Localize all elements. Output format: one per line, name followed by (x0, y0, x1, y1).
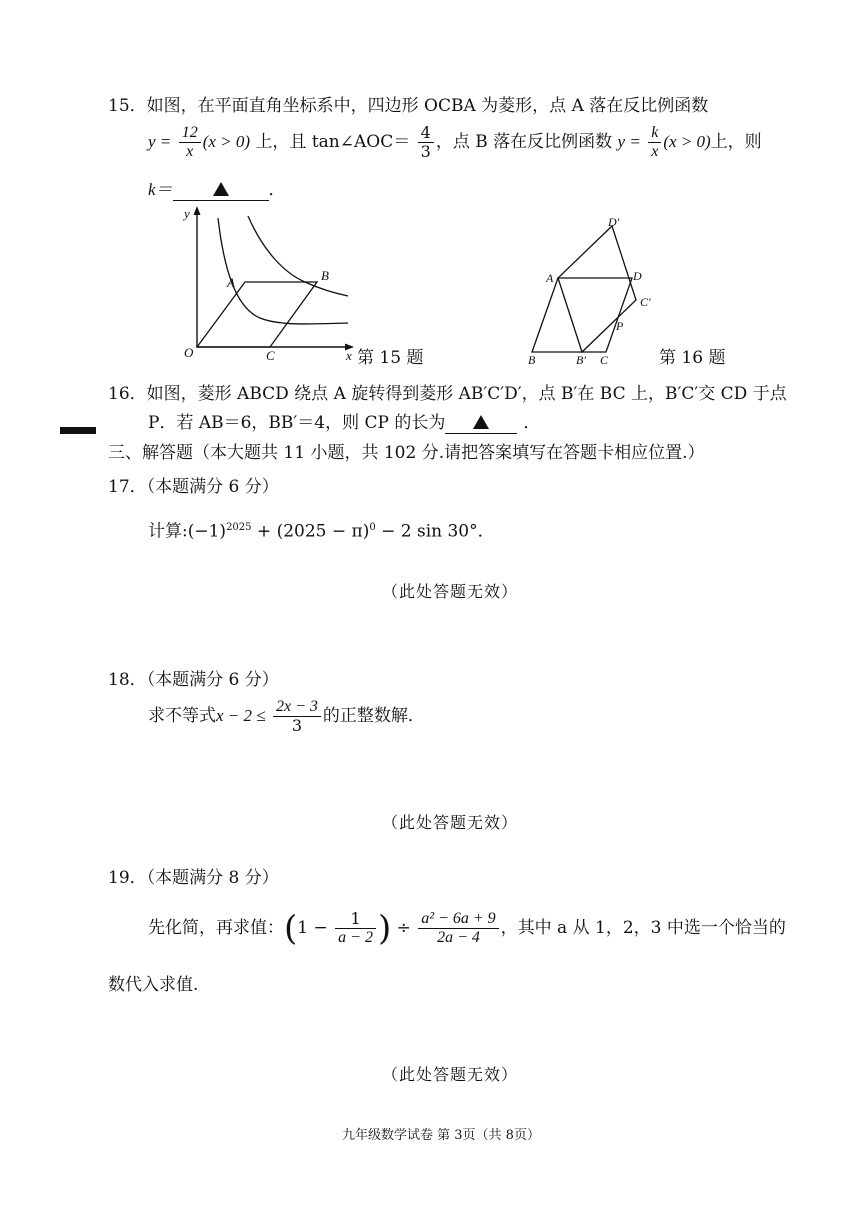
q19-right-paren: ) (377, 908, 392, 949)
q15-func1-cond: (x > 0) (202, 132, 251, 151)
fig16-label-p: P (616, 319, 624, 333)
q16-text-line2: P．若 AB＝6，BB′＝4，则 CP 的长为 (148, 413, 446, 433)
q19-prefix: 先化简，再求值： (148, 918, 284, 938)
q16-line2 (148, 413, 540, 434)
q18-header: 18．（本题满分 6 分） (108, 670, 279, 690)
q15-func1-fraction (179, 124, 201, 161)
section3-title: 三、解答题（本大题共 11 小题，共 102 分.请把答案填写在答题卡相应位置.） (108, 443, 705, 463)
fig16-rhombus-abcd (532, 278, 632, 352)
q15-func1-num: 12 (179, 124, 201, 143)
q17-header: 17．（本题满分 6 分） (108, 477, 279, 497)
q19-divide: ÷ (396, 918, 411, 938)
q19-big-den: 2a − 4 (437, 929, 480, 946)
q16-text-line1: 如图，菱形 ABCD 绕点 A 旋转得到菱形 AB′C′D′，点 B′在 BC 上，B′C′交 CD 于点 (146, 384, 787, 404)
q15-func2-y: y = (617, 132, 641, 151)
fig16-label-c2: C′ (640, 295, 651, 309)
q19-big-num: a² − 6a + 9 (418, 910, 498, 929)
q15-tan-num: 4 (418, 124, 434, 143)
fig15-y-arrow-icon (194, 206, 201, 215)
q19-invalid-note: （此处答题无效） (382, 1065, 519, 1084)
q15-text-mid2: ，点 B 落在反比例函数 (435, 132, 613, 152)
fig16-label-a: A (546, 271, 554, 285)
q17-expr-a: (−1) (187, 521, 227, 542)
q18-invalid-note: （此处答题无效） (382, 813, 519, 832)
q19-line2: 数代入求值. (108, 975, 199, 995)
q15-tan-den: 3 (420, 142, 431, 161)
q15-answer-line (148, 180, 286, 201)
fig15-curve-k-over-x (248, 216, 348, 296)
q18-fraction (273, 698, 321, 735)
q17-invalid-note: （此处答题无效） (382, 582, 519, 601)
fig15-label-c: C (266, 348, 275, 363)
fig15-caption: 第 15 题 (357, 348, 424, 368)
fig15-label-o: O (184, 345, 194, 360)
fig16-caption: 第 16 题 (659, 348, 726, 368)
q15-answer-blank (173, 180, 269, 201)
q17-exp-a: 2025 (226, 522, 252, 533)
fig16-label-d2: D′ (608, 215, 620, 229)
answer-triangle-icon (473, 415, 489, 429)
fig16-label-b2: B′ (576, 353, 586, 367)
q15-func1-den: x (186, 143, 194, 160)
q16-answer-suffix: ． (523, 413, 541, 433)
margin-marker (60, 427, 96, 434)
q19-one-minus: 1 − (297, 918, 328, 938)
q18-suffix: 的正整数解． (322, 706, 425, 726)
q18-lhs: x − 2 ≤ (216, 706, 266, 725)
fig16-rhombus-ab2c2d2 (558, 226, 636, 352)
q15-func2-den: x (651, 143, 659, 160)
fig15-label-b: B (321, 268, 329, 283)
fig15-label-a: A (227, 275, 235, 290)
q15-func2-num: k (648, 124, 661, 143)
q19-inner-fraction (335, 910, 376, 947)
q19-suffix: ，其中 a 从 1，2，3 中选一个恰当的 (500, 918, 786, 938)
q17-prefix: 计算: (148, 521, 188, 542)
q19-big-fraction (418, 910, 498, 947)
q17-expr-b: + (2025 − π) (256, 521, 370, 542)
q17-exp-b: 0 (369, 522, 376, 533)
q15-tan-fraction (418, 124, 434, 161)
q15-line2 (148, 124, 762, 161)
q16-line1 (108, 384, 787, 404)
answer-triangle-icon (213, 182, 229, 196)
q19-header: 19．（本题满分 8 分） (108, 868, 279, 888)
fig15-rhombus (197, 282, 317, 347)
q15-func2-fraction (648, 124, 661, 161)
fig15-label-y: y (184, 206, 190, 221)
figure-16 (520, 212, 660, 370)
q17-expr-c: − 2 sin 30°． (381, 521, 495, 542)
q18-prefix: 求不等式 (148, 706, 216, 726)
figure-15 (170, 200, 450, 370)
fig16-label-c: C (600, 353, 609, 367)
q17-expression (148, 518, 495, 542)
q19-inner-den: a − 2 (338, 929, 373, 946)
q15-text-line1: 如图，在平面直角坐标系中，四边形 OCBA 为菱形，点 A 落在反比例函数 (146, 96, 709, 116)
q16-answer-blank (445, 413, 517, 434)
page-footer: 九年级数学试卷 第 3页（共 8页） (342, 1128, 540, 1143)
q15-number: 15． (108, 96, 147, 116)
fig15-label-x: x (346, 348, 352, 363)
q19-inner-num: 1 (335, 910, 376, 929)
q15-func1-y: y = (148, 132, 172, 151)
q15-line1 (108, 96, 708, 116)
fig16-label-b: B (528, 353, 536, 367)
q15-func2-cond: (x > 0) (663, 132, 711, 151)
q19-expression (148, 906, 786, 950)
q19-left-paren: ( (284, 908, 298, 949)
q15-tan-text: 上，且 tan∠AOC＝ (255, 132, 411, 152)
q18-expression (148, 696, 425, 736)
q15-text-end: 上，则 (710, 132, 762, 152)
q16-number: 16． (108, 384, 147, 404)
q15-answer-suffix: ． (268, 180, 286, 200)
q15-answer-prefix: k＝ (148, 180, 173, 199)
fig16-label-d: D (633, 269, 642, 283)
q18-frac-num: 2x − 3 (273, 698, 321, 717)
q18-frac-den: 3 (291, 716, 303, 735)
